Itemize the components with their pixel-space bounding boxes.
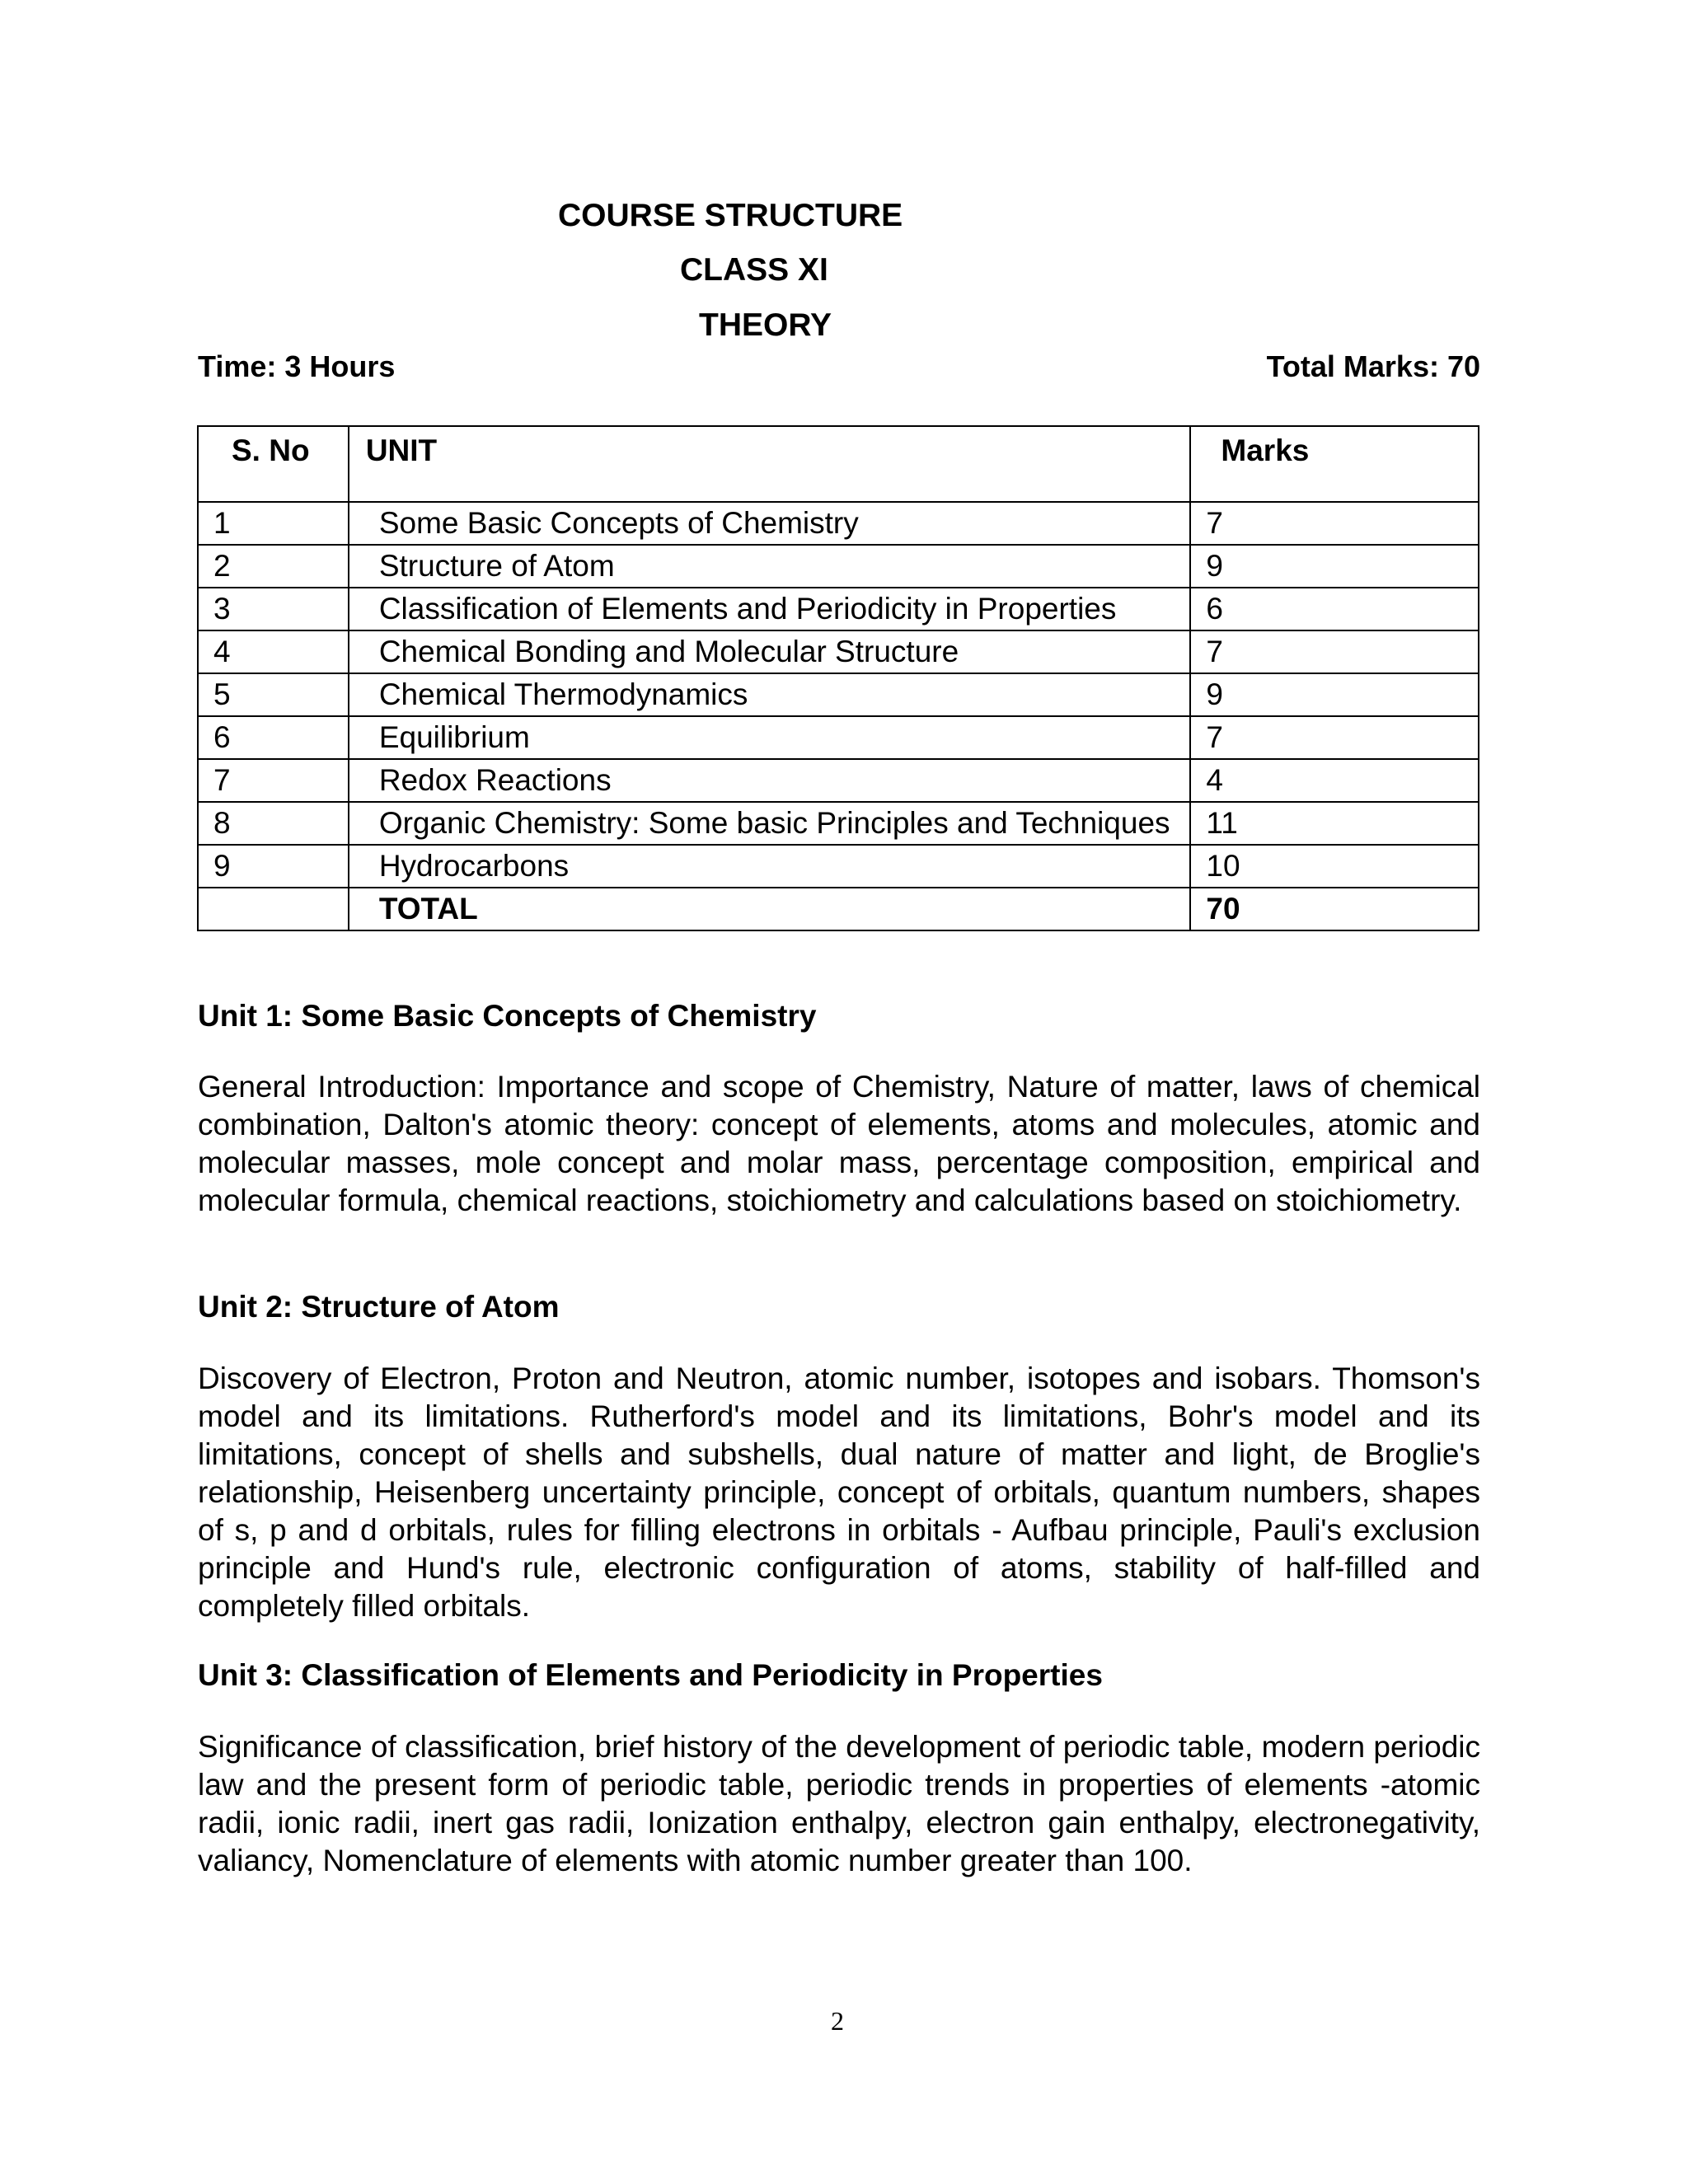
cell-sno: 2 (198, 545, 349, 588)
cell-marks: 11 (1190, 802, 1479, 845)
cell-sno: 7 (198, 759, 349, 802)
table-header-row (198, 426, 1479, 502)
exam-time: Time: 3 Hours (198, 349, 396, 383)
cell-total-label: TOTAL (349, 888, 1191, 930)
cell-unit: Chemical Bonding and Molecular Structure (349, 630, 1191, 673)
cell-marks: 6 (1190, 588, 1479, 630)
cell-marks: 10 (1190, 845, 1479, 888)
table-row (198, 545, 1479, 588)
total-marks: Total Marks: 70 (1266, 349, 1480, 383)
column-header-sno: S. No (198, 426, 349, 502)
table-row (198, 716, 1479, 759)
cell-sno: 1 (198, 502, 349, 545)
unit-1-description: General Introduction: Importance and scope of Chemistry, Nature of matter, laws of chemical combination, Dalton's atomic theory: concept of elements, atoms and molecules, atomic and molecular masses, mole concept and molar mass, percentage composition, empirical and molecular formula, chemical reactions, stoichiometry and calculations based on stoichiometry. (198, 1070, 1480, 1217)
cell-marks: 9 (1190, 673, 1479, 716)
cell-marks: 9 (1190, 545, 1479, 588)
cell-sno (198, 888, 349, 930)
cell-unit: Structure of Atom (349, 545, 1191, 588)
table-row (198, 588, 1479, 630)
unit-2-heading: Unit 2: Structure of Atom (198, 1290, 560, 1324)
unit-3-heading: Unit 3: Classification of Elements and Periodicity in Properties (198, 1658, 1103, 1692)
column-header-marks: Marks (1190, 426, 1479, 502)
cell-sno: 4 (198, 630, 349, 673)
cell-sno: 9 (198, 845, 349, 888)
table-row (198, 802, 1479, 845)
cell-marks: 4 (1190, 759, 1479, 802)
table-row (198, 502, 1479, 545)
cell-unit: Some Basic Concepts of Chemistry (349, 502, 1191, 545)
unit-2-description: Discovery of Electron, Proton and Neutron, atomic number, isotopes and isobars. Thomson's model and its limitations. Rutherford's model and its limitations, Bohr's model and its limitations, concept of shells and subshells, dual nature of matter and light, de Broglie's relationship, Heisenberg uncertainty principle, concept of orbitals, quantum numbers, shapes of s, p and d orbitals, rules for filling electrons in orbitals - Aufbau principle, Pauli's exclusion principle and Hund's rule, electronic configuration of atoms, stability of half-filled and completely filled orbitals. (198, 1361, 1480, 1623)
cell-unit: Chemical Thermodynamics (349, 673, 1191, 716)
cell-unit: Organic Chemistry: Some basic Principles and Techniques (349, 802, 1191, 845)
table-row (198, 673, 1479, 716)
cell-marks: 7 (1190, 630, 1479, 673)
cell-marks: 7 (1190, 716, 1479, 759)
cell-total-marks: 70 (1190, 888, 1479, 930)
cell-unit: Equilibrium (349, 716, 1191, 759)
doc-title-class: CLASS XI (680, 252, 828, 288)
cell-unit: Hydrocarbons (349, 845, 1191, 888)
table-total-row (198, 888, 1479, 930)
table-row (198, 759, 1479, 802)
cell-sno: 5 (198, 673, 349, 716)
table-row (198, 630, 1479, 673)
table-row (198, 845, 1479, 888)
marks-table (197, 425, 1479, 931)
cell-marks: 7 (1190, 502, 1479, 545)
unit-1-heading: Unit 1: Some Basic Concepts of Chemistry (198, 999, 817, 1033)
page-number: 2 (831, 2006, 844, 2036)
cell-sno: 8 (198, 802, 349, 845)
unit-3-description: Significance of classification, brief history of the development of periodic table, modern periodic law and the present form of periodic table, periodic trends in properties of elements -atomic radii, ionic radii, inert gas radii, Ionization enthalpy, electron gain enthalpy, electronegativity, valiancy, Nomenclature of elements with atomic number greater than 100. (198, 1730, 1480, 1877)
doc-title-theory: THEORY (699, 307, 832, 343)
cell-sno: 6 (198, 716, 349, 759)
cell-unit: Redox Reactions (349, 759, 1191, 802)
cell-sno: 3 (198, 588, 349, 630)
doc-title-course-structure: COURSE STRUCTURE (558, 198, 903, 233)
column-header-unit: UNIT (349, 426, 1191, 502)
cell-unit: Classification of Elements and Periodicity in Properties (349, 588, 1191, 630)
